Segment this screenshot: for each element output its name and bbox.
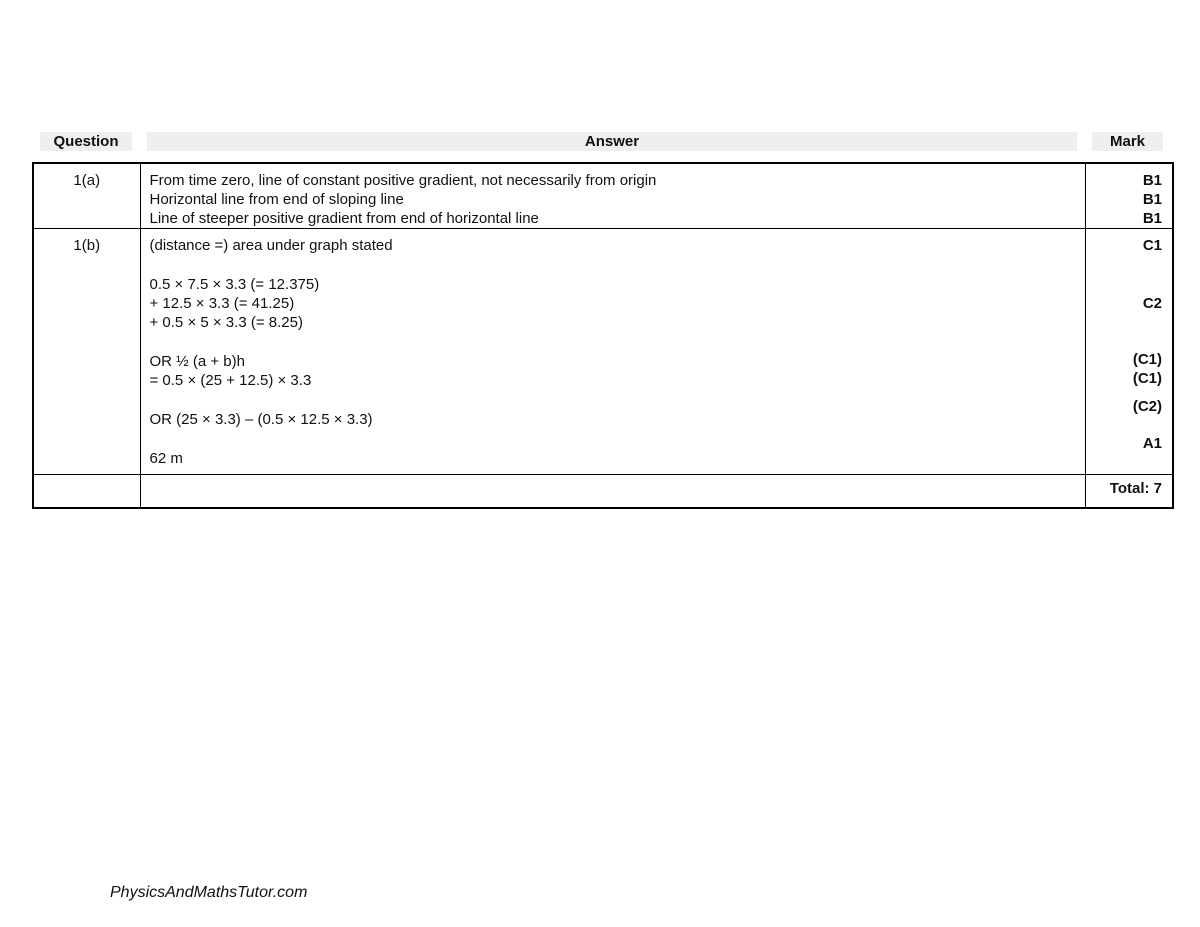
table-row (33, 229, 1173, 475)
total-row (33, 475, 1173, 509)
mark-column-header: Mark (1092, 132, 1163, 151)
answer-line: Line of steeper positive gradient from end of horizontal line (149, 210, 539, 227)
answer-line: 62 m (149, 450, 183, 467)
mark-value: (C1) (1132, 370, 1162, 387)
answer-cell (140, 229, 1085, 475)
answer-line: (distance =) area under graph stated (149, 237, 393, 254)
question-number: 1(b) (33, 229, 140, 475)
mark-cell (1085, 163, 1173, 229)
mark-cell (1085, 229, 1173, 475)
question-column-header: Question (40, 132, 132, 151)
answer-line: + 12.5 × 3.3 (= 41.25) (149, 295, 295, 312)
mark-value: (C1) (1132, 351, 1162, 368)
answer-line: = 0.5 × (25 + 12.5) × 3.3 (149, 372, 312, 389)
table-row (33, 163, 1173, 229)
answer-line: + 0.5 × 5 × 3.3 (= 8.25) (149, 314, 303, 331)
total-marks: Total: 7 (1085, 475, 1173, 509)
answer-line: From time zero, line of constant positive gradient, not necessarily from origin (149, 172, 657, 189)
mark-value: A1 (1142, 435, 1162, 452)
answer-cell (140, 163, 1085, 229)
answer-line: OR (25 × 3.3) – (0.5 × 12.5 × 3.3) (149, 411, 373, 428)
answer-column-header: Answer (147, 132, 1077, 151)
answer-line: 0.5 × 7.5 × 3.3 (= 12.375) (149, 276, 320, 293)
mark-value: C1 (1142, 237, 1162, 254)
mark-value: B1 (1142, 210, 1162, 227)
mark-value: B1 (1142, 172, 1162, 189)
mark-value: B1 (1142, 191, 1162, 208)
answer-line: OR ½ (a + b)h (149, 353, 245, 370)
mark-value: (C2) (1132, 398, 1162, 415)
footer-website: PhysicsAndMathsTutor.com (110, 884, 308, 901)
mark-scheme-table (32, 162, 1174, 509)
question-number: 1(a) (33, 163, 140, 229)
answer-line: Horizontal line from end of sloping line (149, 191, 404, 208)
mark-value: C2 (1142, 295, 1162, 312)
